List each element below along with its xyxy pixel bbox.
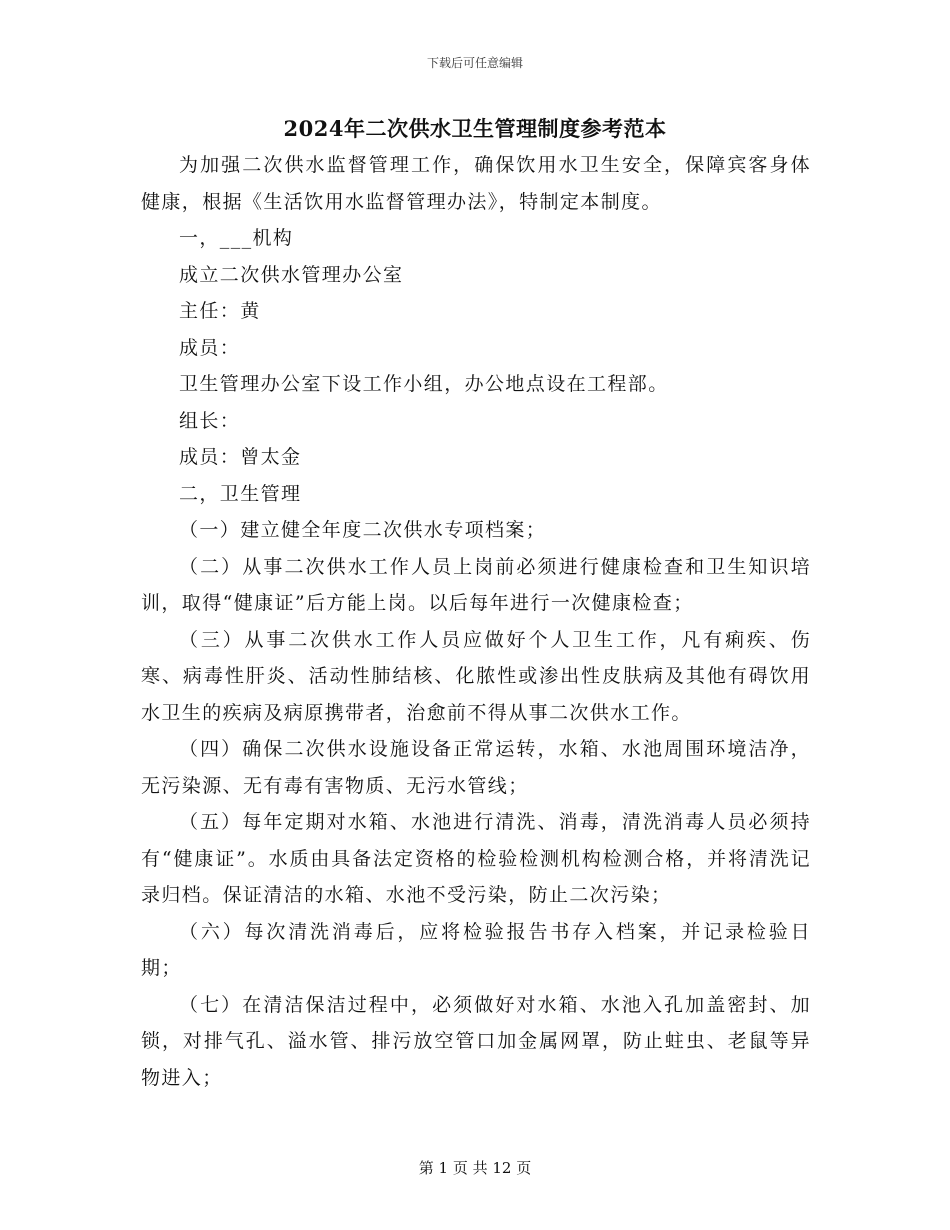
document-body — [141, 147, 811, 1096]
paragraph-members: 成员： — [179, 336, 241, 359]
page-number-footer: 第 1 页 共 12 页 — [418, 1159, 532, 1177]
paragraph-section-2-heading: 二，卫生管理 — [179, 482, 302, 505]
paragraph-item-1: （一）建立健全年度二次供水专项档案； — [179, 519, 547, 541]
paragraph-item-5: （五）每年定期对水箱、水池进行清洗、消毒，清洗消毒人员必须持有“健康证”。水质由具备法定资格的检验检测机构检测合格，并将清洗记录归档。保证清洁的水箱、水池不受污染，防止二次污染； — [141, 811, 811, 906]
paragraph-office: 成立二次供水管理办公室 — [179, 263, 404, 286]
paragraph-intro: 为加强二次供水监督管理工作，确保饮用水卫生安全，保障宾客身体健康，根据《生活饮用水监督管理办法》，特制定本制度。 — [141, 154, 811, 213]
header-note: 下载后可任意编辑 — [426, 56, 523, 70]
paragraph-item-4: （四）确保二次供水设施设备正常运转，水箱、水池周围环境洁净，无污染源、无有毒有害物质、无污水管线； — [141, 738, 811, 797]
paragraph-director: 主任：黄 — [179, 300, 261, 322]
paragraph-working-group: 卫生管理办公室下设工作小组，办公地点设在工程部。 — [179, 373, 669, 395]
paragraph-item-2: （二）从事二次供水工作人员上岗前必须进行健康检查和卫生知识培训，取得“健康证”后方能上岗。以后每年进行一次健康检查； — [141, 555, 811, 614]
paragraph-section-1-heading: 一，___机构 — [179, 227, 294, 249]
paragraph-item-3: （三）从事二次供水工作人员应做好个人卫生工作，凡有痢疾、伤寒、病毒性肝炎、活动性肺结核、化脓性或渗出性皮肤病及其他有碍饮用水卫生的疾病及病原携带者，治愈前不得从事二次供水工作。 — [141, 628, 811, 724]
paragraph-item-7: （七）在清洁保洁过程中，必须做好对水箱、水池入孔加盖密封、加锁，对排气孔、溢水管、排污放空管口加金属网罩，防止蛀虫、老鼠等异物进入； — [141, 993, 811, 1089]
paragraph-group-leader: 组长： — [179, 409, 241, 432]
paragraph-item-6: （六）每次清洗消毒后，应将检验报告书存入档案，并记录检验日期； — [141, 920, 811, 979]
paragraph-group-members: 成员：曾太金 — [179, 446, 302, 468]
document-title: 2024年二次供水卫生管理制度参考范本 — [283, 116, 667, 141]
